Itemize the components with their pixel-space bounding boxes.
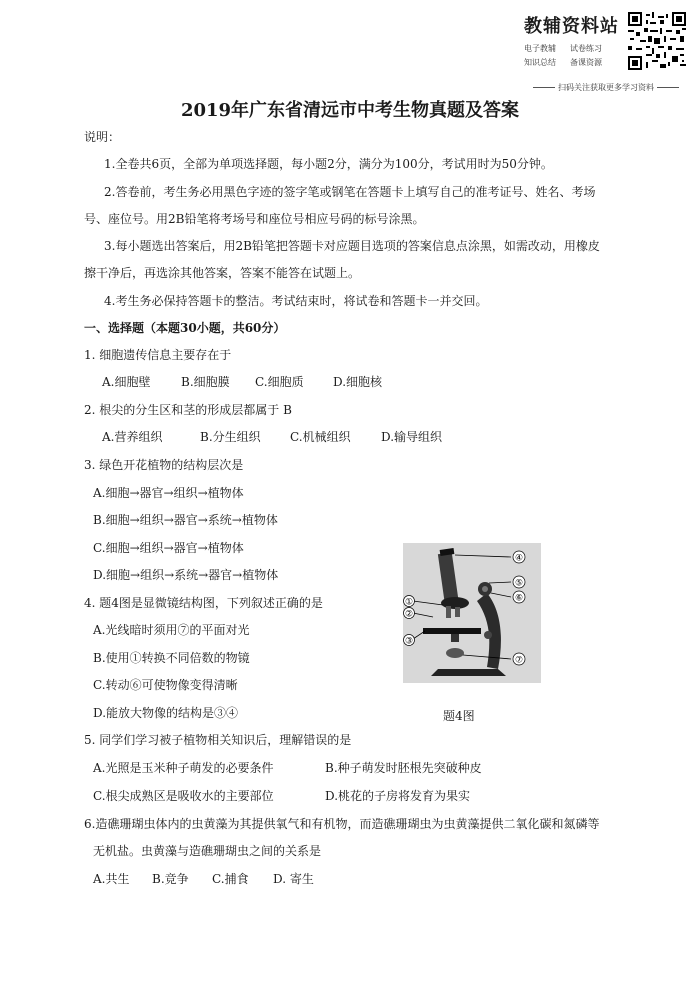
question-3-option-b: B.细胞→组织→器官→系统→植物体: [93, 513, 278, 527]
figure-label-4: ④: [514, 553, 524, 564]
question-2-option-a: A.营养组织: [102, 430, 163, 444]
instruction-2: 2.答卷前，考生务必用黑色字迹的签字笔或钢笔在答题卡上填写自己的准考证号、姓名、考场: [104, 185, 596, 199]
question-1-option-a: A.细胞壁: [102, 375, 151, 389]
figure-label-1: ①: [404, 597, 414, 608]
question-1-option-c: C.细胞质: [255, 375, 304, 389]
question-2-stem: 2. 根尖的分生区和茎的形成层都属于 B: [84, 403, 292, 417]
question-3-stem: 3. 绿色开花植物的结构层次是: [84, 458, 244, 472]
instruction-4: 4.考生务必保持答题卡的整洁。考试结束时，将试卷和答题卡一并交回。: [104, 294, 488, 308]
question-6-stem-cont: 无机盐。虫黄藻与造礁珊瑚虫之间的关系是: [93, 844, 322, 858]
instructions-heading: 说明：: [84, 130, 121, 144]
question-2-option-d: D.输导组织: [381, 430, 443, 444]
link-lessons[interactable]: 备课资源: [570, 58, 602, 67]
section-heading: 一、选择题（本题30小题，共60分）: [84, 321, 286, 335]
figure-label-5: ⑤: [514, 578, 524, 589]
question-4-option-b: B.使用①转换不同倍数的物镜: [93, 651, 250, 665]
question-5-option-d: D.桃花的子房将发育为果实: [325, 789, 471, 803]
brand-links: [524, 42, 620, 70]
instruction-3-cont: 擦干净后，再选涂其他答案，答案不能答在试题上。: [84, 266, 361, 280]
question-6-option-c: C.捕食: [212, 872, 249, 886]
link-ebook[interactable]: 电子教辅: [524, 44, 556, 53]
figure-label-2: ②: [404, 609, 414, 620]
link-summary[interactable]: 知识总结: [524, 58, 556, 67]
question-4-stem: 4. 题4图是显微镜结构图，下列叙述正确的是: [84, 596, 323, 610]
question-3-option-a: A.细胞→器官→组织→植物体: [93, 486, 244, 500]
question-5-option-a: A.光照是玉米种子萌发的必要条件: [93, 761, 274, 775]
microscope-figure: [403, 543, 541, 683]
question-1-option-b: B.细胞膜: [181, 375, 230, 389]
question-3-option-c: C.细胞→组织→器官→植物体: [93, 541, 244, 555]
instruction-3: 3.每小题选出答案后，用2B铅笔把答题卡对应题目选项的答案信息点涂黑，如需改动，用橡皮: [104, 239, 600, 253]
figure-label-3: ③: [404, 636, 414, 647]
brand-title: 教辅资料站: [524, 16, 619, 37]
question-6-option-a: A.共生: [93, 872, 130, 886]
page-title: 2019年广东省清远市中考生物真题及答案: [180, 100, 520, 121]
qr-code-icon: [628, 12, 686, 70]
question-5-stem: 5. 同学们学习被子植物相关知识后，理解错误的是: [84, 733, 352, 747]
question-6-stem: 6.造礁珊瑚虫体内的虫黄藻为其提供氧气和有机物，而造礁珊瑚虫为虫黄藻提供二氧化碳和氮磷等: [84, 817, 600, 831]
link-papers[interactable]: 试卷练习: [570, 44, 602, 53]
instruction-1: 1.全卷共6页，全部为单项选择题，每小题2分，满分为100分，考试用时为50分钟。: [104, 157, 553, 171]
question-5-option-b: B.种子萌发时胚根先突破种皮: [325, 761, 482, 775]
figure-label-7: ⑦: [514, 655, 524, 666]
question-6-option-b: B.竞争: [152, 872, 189, 886]
question-4-option-c: C.转动⑥可使物像变得清晰: [93, 678, 238, 692]
figure-caption: 题4图: [443, 709, 475, 723]
question-3-option-d: D.细胞→组织→系统→器官→植物体: [93, 568, 279, 582]
figure-label-6: ⑥: [514, 593, 524, 604]
question-6-option-d: D. 寄生: [273, 872, 314, 886]
question-4-option-d: D.能放大物像的结构是③④: [93, 706, 239, 720]
qr-banner-text: 扫码关注获取更多学习资料: [558, 83, 654, 92]
question-2-option-b: B.分生组织: [200, 430, 261, 444]
qr-banner: [522, 82, 690, 93]
question-1-stem: 1. 细胞遗传信息主要存在于: [84, 348, 232, 362]
question-5-option-c: C.根尖成熟区是吸收水的主要部位: [93, 789, 274, 803]
question-4-option-a: A.光线暗时须用⑦的平面对光: [93, 623, 250, 637]
question-1-option-d: D.细胞核: [333, 375, 383, 389]
question-2-option-c: C.机械组织: [290, 430, 351, 444]
instruction-2-cont: 号、座位号。用2B铅笔将考场号和座位号相应号码的标号涂黑。: [84, 212, 425, 226]
